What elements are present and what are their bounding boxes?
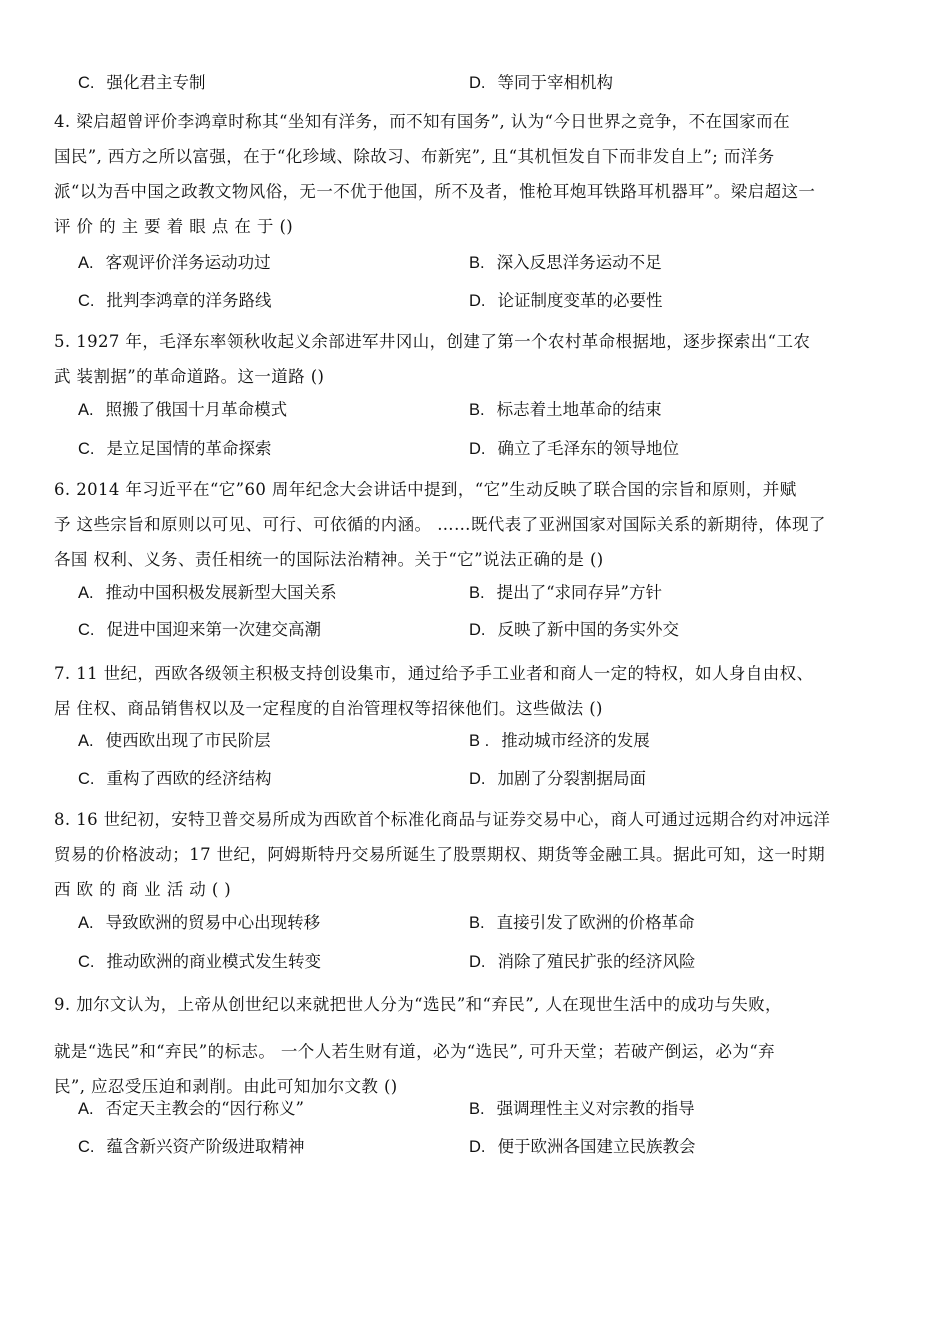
q8-option-b[interactable]: B. 直接引发了欧洲的价格革命: [469, 913, 695, 932]
q7-options-row-ab: [0, 726, 950, 756]
q7-option-b[interactable]: B . 推动城市经济的发展: [469, 731, 650, 750]
q8-option-c[interactable]: C. 推动欧洲的商业模式发生转变: [78, 952, 321, 971]
q4-line-1: 4. 梁启超曾评价李鸿章时称其“坐知有洋务，而不知有国务”, 认为“今日世界之竞争，不在国家而在: [54, 112, 790, 131]
q5-option-b[interactable]: B. 标志着土地革命的结束: [469, 400, 662, 419]
q5-options-row-ab: [0, 395, 950, 425]
q6-line-2: 予 这些宗旨和原则以可见、可行、可依循的内涵。 ……既代表了亚洲国家对国际关系的新期待，体现了: [54, 515, 826, 534]
q6-line-1: 6. 2014 年习近平在“它”60 周年纪念大会讲话中提到，“它”生动反映了联合国的宗旨和原则，并赋: [54, 480, 797, 499]
q4-line-2: 国民”, 西方之所以富强，在于“化珍域、除故习、布新宪”, 且“其机恒发自下而非发自上”; 而洋务: [54, 147, 775, 166]
q8-option-d[interactable]: D. 消除了殖民扩张的经济风险: [469, 952, 696, 971]
q8-line-2: 贸易的价格波动；17 世纪，阿姆斯特丹交易所诞生了股票期权、期货等金融工具。据此可知，这一时期: [54, 845, 826, 864]
q8-line-1: 8. 16 世纪初，安特卫普交易所成为西欧首个标准化商品与证券交易中心，商人可通过远期合约对冲远洋: [54, 810, 831, 829]
q7-option-d[interactable]: D. 加剧了分裂割据局面: [469, 769, 646, 788]
q4-options-row-ab: [0, 248, 950, 278]
q8-option-a[interactable]: A. 导致欧洲的贸易中心出现转移: [78, 913, 321, 932]
q4-option-a[interactable]: A. 客观评价洋务运动功过: [78, 253, 271, 272]
q7-option-c[interactable]: C. 重构了西欧的经济结构: [78, 769, 272, 788]
q8-options-row-cd: [0, 947, 950, 977]
q4-options-row-cd: [0, 286, 950, 316]
q5-option-a[interactable]: A. 照搬了俄国十月革命模式: [78, 400, 288, 419]
q7-line-2: 居 住权、商品销售权以及一定程度的自治管理权等招徕他们。这些做法 (): [54, 699, 603, 718]
q5-option-d[interactable]: D. 确立了毛泽东的领导地位: [469, 439, 679, 458]
q6-line-3: 各国 权利、义务、责任相统一的国际法治精神。关于“它”说法正确的是 (): [54, 550, 604, 569]
q4-line-4: 评 价 的 主 要 着 眼 点 在 于 (): [54, 217, 294, 236]
q4-option-b[interactable]: B. 深入反思洋务运动不足: [469, 253, 662, 272]
q3-option-c[interactable]: C. 强化君主专制: [78, 73, 206, 92]
q6-option-a[interactable]: A. 推动中国积极发展新型大国关系: [78, 583, 337, 602]
q4-line-3: 派“以为吾中国之政教文物风俗，无一不优于他国，所不及者，惟枪耳炮耳铁路耳机器耳”。梁启超这一: [54, 182, 816, 201]
q9-option-a[interactable]: A. 否定天主教会的“因行称义”: [78, 1099, 304, 1118]
q6-stem: [54, 472, 890, 577]
q5-stem: [54, 324, 890, 394]
q5-option-c[interactable]: C. 是立足国情的革命探索: [78, 439, 272, 458]
q3-option-d[interactable]: D. 等同于宰相机构: [469, 73, 613, 92]
q9-line-3: 民”, 应忍受压迫和剥削。由此可知加尔文教 (): [54, 1077, 398, 1096]
q5-options-row-cd: [0, 434, 950, 464]
q8-line-3: 西 欧 的 商 业 活 动 ( ): [54, 880, 232, 899]
q6-option-b[interactable]: B. 提出了“求同存异”方针: [469, 583, 662, 602]
q7-line-1: 7. 11 世纪，西欧各级领主积极支持创设集市，通过给予手工业者和商人一定的特权，如人身自由权、: [54, 664, 814, 683]
q3-options-row-cd: [0, 68, 950, 98]
q9-option-b[interactable]: B. 强调理性主义对宗教的指导: [469, 1099, 695, 1118]
q5-line-2: 武 装割据”的革命道路。这一道路 (): [54, 367, 325, 386]
q9-line-2: 就是“选民”和“弃民”的标志。 一个人若生财有道，必为“选民”, 可升天堂；若破产倒运，必为“弃: [54, 1042, 775, 1061]
q6-option-d[interactable]: D. 反映了新中国的务实外交: [469, 620, 679, 639]
q9-option-c[interactable]: C. 蕴含新兴资产阶级进取精神: [78, 1137, 305, 1156]
q5-line-1: 5. 1927 年，毛泽东率领秋收起义余部进军井冈山，创建了第一个农村革命根据地，逐步探索出“工农: [54, 332, 811, 351]
q7-option-a[interactable]: A. 使西欧出现了市民阶层: [78, 731, 271, 750]
q4-stem: [54, 104, 890, 244]
q6-option-c[interactable]: C. 促进中国迎来第一次建交高潮: [78, 620, 321, 639]
q9-option-d[interactable]: D. 便于欧洲各国建立民族教会: [469, 1137, 696, 1156]
q9-options-row-cd: [0, 1132, 950, 1162]
q7-options-row-cd: [0, 764, 950, 794]
q6-options-row-cd: [0, 615, 950, 645]
q4-option-c[interactable]: C. 批判李鸿章的洋务路线: [78, 291, 272, 310]
q7-stem: [54, 656, 890, 726]
q8-options-row-ab: [0, 908, 950, 938]
q6-options-row-ab: [0, 578, 950, 608]
q9-stem: [54, 984, 890, 1104]
q9-line-1: 9. 加尔文认为，上帝从创世纪以来就把世人分为“选民”和“弃民”, 人在现世生活中的成功与失败，: [54, 995, 782, 1014]
q9-options-row-ab: [0, 1094, 950, 1124]
q4-option-d[interactable]: D. 论证制度变革的必要性: [469, 291, 663, 310]
q8-stem: [54, 802, 890, 907]
